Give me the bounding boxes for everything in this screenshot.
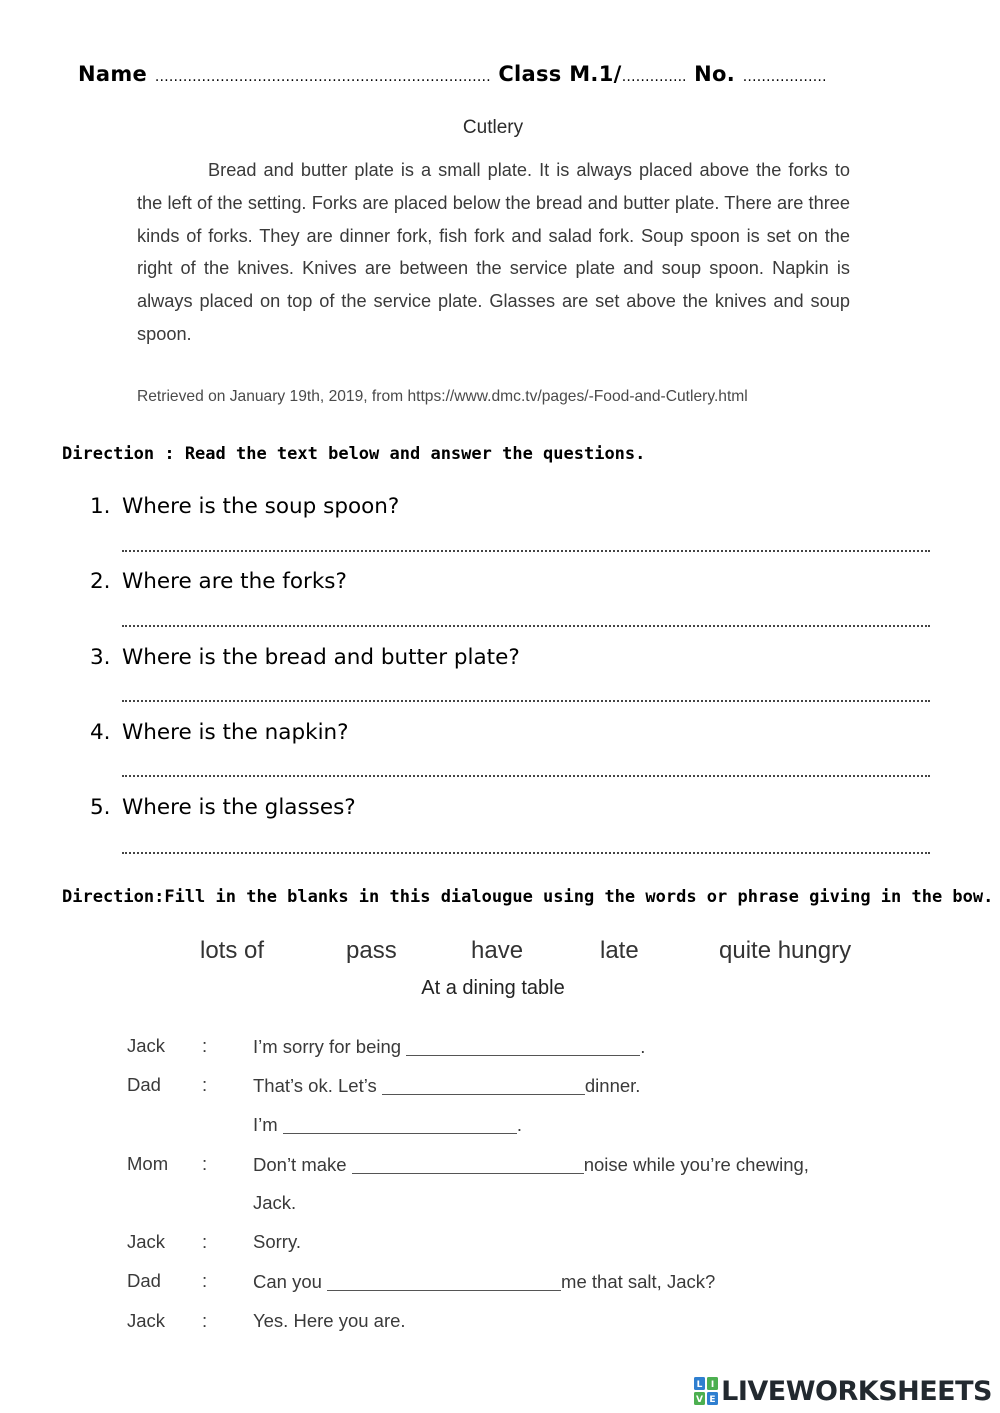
speaker-colon: : xyxy=(202,1074,208,1095)
speaker: Jack xyxy=(127,1231,166,1252)
question-2 xyxy=(90,569,347,594)
blank-input-2[interactable] xyxy=(382,1074,585,1095)
answer-field-1[interactable] xyxy=(122,550,930,552)
speaker: Jack xyxy=(127,1035,166,1056)
blank-input-4[interactable] xyxy=(352,1153,584,1174)
speaker: Dad xyxy=(127,1270,161,1291)
word-option: late xyxy=(600,937,639,964)
question-text: Where are the forks? xyxy=(122,569,347,594)
line-text: Jack. xyxy=(253,1192,297,1213)
question-text: Where is the glasses? xyxy=(122,795,356,820)
direction-fill-blanks: Direction:Fill in the blanks in this dialougue using the words or phrase giving in the bow. xyxy=(62,887,994,907)
question-number: 1. xyxy=(90,494,111,519)
line-text: I’m xyxy=(253,1114,283,1135)
reading-passage: Bread and butter plate is a small plate. It is always placed above the forks to the left of the setting. Forks are placed below the bread and butter plate. There are three kinds of forks. They are dinner fork, fish fork and salad fork. Soup spoon is set on the right of the knives. Knives are between the service plate and soup spoon. Napkin is always placed on top of the service plate. Glasses are set above the knives and soup spoon. xyxy=(137,160,850,344)
number-label: No. xyxy=(694,62,735,86)
speaker: Dad xyxy=(127,1074,161,1095)
line-text: Can you xyxy=(253,1271,328,1292)
blank-input-5[interactable] xyxy=(327,1270,561,1291)
line-text: Yes. Here you are. xyxy=(253,1310,406,1331)
question-text: Where is the bread and butter plate? xyxy=(122,645,520,670)
blank-input-1[interactable] xyxy=(406,1035,640,1056)
speaker-colon: : xyxy=(202,1231,208,1252)
question-text: Where is the soup spoon? xyxy=(122,494,400,519)
line-text: Don’t make xyxy=(253,1154,352,1175)
svg-text:I: I xyxy=(710,1380,715,1390)
speaker: Mom xyxy=(127,1153,169,1174)
question-number: 3. xyxy=(90,645,111,670)
line-text: dinner. xyxy=(584,1075,641,1096)
question-number: 5. xyxy=(90,795,111,820)
liveworksheets-logo[interactable] xyxy=(694,1374,992,1408)
line-text: Sorry. xyxy=(253,1231,301,1252)
speaker: Jack xyxy=(127,1310,166,1331)
direction-questions: Direction : Read the text below and answer the questions. xyxy=(62,444,646,464)
name-label: Name xyxy=(78,62,148,86)
word-option: pass xyxy=(346,937,397,964)
line-text: I’m sorry for being xyxy=(253,1036,407,1057)
blank-input-3[interactable] xyxy=(283,1113,517,1134)
line-text: . xyxy=(640,1036,646,1057)
name-field[interactable]: ……………………………………………………………… xyxy=(154,69,491,85)
question-1 xyxy=(90,494,399,519)
word-option: lots of xyxy=(200,937,265,964)
question-text: Where is the napkin? xyxy=(122,720,349,745)
speaker-colon: : xyxy=(202,1270,208,1291)
question-3 xyxy=(90,645,520,670)
speaker-colon: : xyxy=(202,1153,208,1174)
passage-source: Retrieved on January 19th, 2019, from https://www.dmc.tv/pages/-Food-and-Cutlery.html xyxy=(137,388,748,405)
line-text: That’s ok. Let’s xyxy=(253,1075,382,1096)
question-5 xyxy=(90,795,356,820)
speaker-colon: : xyxy=(202,1310,208,1331)
student-info-header xyxy=(78,62,938,86)
answer-field-5[interactable] xyxy=(122,852,930,854)
svg-text:L: L xyxy=(696,1380,703,1390)
question-4 xyxy=(90,720,349,745)
svg-text:E: E xyxy=(709,1395,716,1405)
question-number: 4. xyxy=(90,720,111,745)
answer-field-3[interactable] xyxy=(122,700,930,702)
question-number: 2. xyxy=(90,569,111,594)
line-text: me that salt, Jack? xyxy=(561,1271,716,1292)
line-text: . xyxy=(516,1114,522,1135)
liveworksheets-logo-icon xyxy=(694,1377,718,1405)
class-label: Class M.1/ xyxy=(498,62,622,86)
speaker-colon: : xyxy=(202,1035,208,1056)
answer-field-2[interactable] xyxy=(122,625,930,627)
line-text: noise while you’re chewing, xyxy=(583,1154,809,1175)
answer-field-4[interactable] xyxy=(122,775,930,777)
class-field[interactable]: ………….. xyxy=(621,69,687,85)
word-option: have xyxy=(471,937,524,964)
svg-text:V: V xyxy=(696,1395,704,1405)
passage-title: Cutlery xyxy=(462,117,524,138)
word-option: quite hungry xyxy=(719,937,852,964)
number-field[interactable]: ……………… xyxy=(742,69,827,85)
dialogue-title: At a dining table xyxy=(421,977,565,999)
logo-text: LIVEWORKSHEETS xyxy=(721,1375,992,1407)
